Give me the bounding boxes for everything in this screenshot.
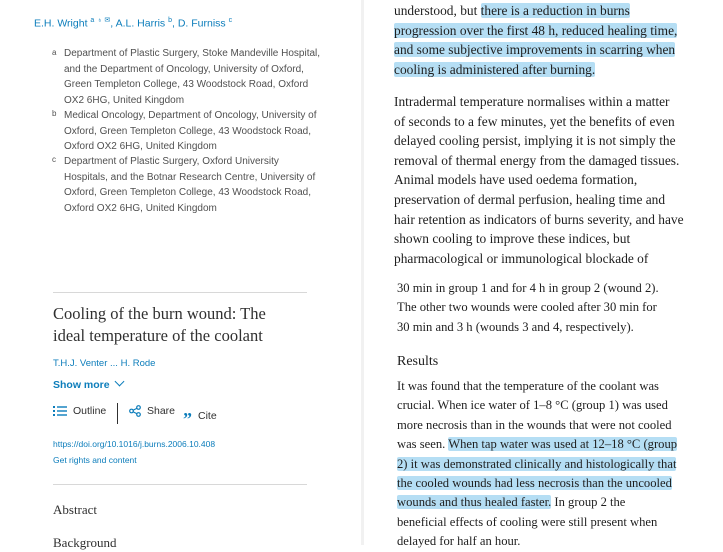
rights-link[interactable]: Get rights and content xyxy=(53,455,137,465)
text-line: Animal models have used oedema formation, xyxy=(394,172,638,188)
text-line: 30 min in group 1 and for 4 h in group 2 (wound 2). xyxy=(397,281,659,295)
affiliation-line: Oxford OX2 6HG, United Kingdom xyxy=(64,141,217,152)
highlighted-text: 2) it was demonstrated clinically and histologically that xyxy=(397,456,677,471)
text-line xyxy=(394,60,704,80)
quote-icon: ” xyxy=(183,409,192,429)
background-heading: Background xyxy=(53,535,117,550)
toolbar-separator xyxy=(117,403,118,424)
text-line: pharmacological or immunological blockade of xyxy=(394,250,649,266)
text-line: of seconds to a few minutes, yet the benefits of even xyxy=(394,113,675,129)
text-line xyxy=(397,474,697,493)
text-line: Intradermal temperature normalises within a matter xyxy=(394,94,670,109)
affiliation-line: Oxford OX2 6HG, United Kingdom xyxy=(64,202,217,214)
highlighted-text: there is a reduction in burns xyxy=(480,3,630,18)
affiliation-line: and the Department of Oncology, University of Oxford, xyxy=(64,63,304,75)
text-run: was seen. xyxy=(397,437,449,452)
outline-label: Outline xyxy=(73,405,107,417)
affiliation-sup[interactable]: a xyxy=(90,17,95,24)
person-mail-icons[interactable]: ♁ ✉ xyxy=(97,17,111,24)
affiliation-mark: a xyxy=(52,48,57,57)
highlighted-text: the cooled wounds had less necrosis than the uncooled xyxy=(397,476,672,491)
section-divider xyxy=(53,292,307,293)
affiliation-a xyxy=(64,46,321,108)
author-separator: , xyxy=(171,17,178,30)
cite-label: Cite xyxy=(198,409,217,422)
highlighted-text: When tap water was used at 12–18 °C (group xyxy=(448,437,678,452)
text-run: understood, but xyxy=(394,3,481,18)
cite-button[interactable] xyxy=(183,405,217,429)
article-title-line[interactable]: ideal temperature of the coolant xyxy=(53,326,263,345)
show-more-label: Show more xyxy=(53,379,110,391)
highlighted-text: wounds and thus healed faster. xyxy=(397,495,552,510)
author-separator: , xyxy=(110,17,116,30)
text-line xyxy=(394,21,704,41)
author-link[interactable]: D. Furniss xyxy=(177,17,226,30)
text-line xyxy=(397,396,697,415)
affiliation-mark: b xyxy=(52,109,57,118)
share-button[interactable] xyxy=(129,405,175,417)
list-icon xyxy=(53,405,67,417)
affiliation-line: Department of Plastic Surgery, Oxford University xyxy=(64,156,279,167)
text-line xyxy=(394,1,704,21)
excerpt-paragraph-2 xyxy=(394,92,704,268)
methods-excerpt xyxy=(397,279,697,337)
abstract-heading: Abstract xyxy=(53,502,98,517)
section-divider xyxy=(53,484,307,485)
text-run: crucial. When ice water of 1–8 °C (group 1) was used xyxy=(397,398,668,413)
article-title-line[interactable]: Cooling of the burn wound: The xyxy=(53,304,266,323)
text-line: delayed cooling persist, implying it is not simply the xyxy=(394,133,676,149)
text-line: shown cooling to improve these indices, but xyxy=(394,231,631,247)
author-link[interactable]: A.L. Harris xyxy=(115,17,166,30)
affiliation-line: Department of Plastic Surgery, Stoke Mandeville Hospital, xyxy=(64,48,321,59)
highlighted-text: progression over the first 48 h, reduced healing time, xyxy=(394,22,678,38)
excerpt-paragraph-1 xyxy=(394,1,704,79)
text-run: It was found that the temperature of the coolant was xyxy=(397,379,659,393)
affiliation-line: Green Templeton College, 43 Woodstock Road, Oxford xyxy=(64,79,309,90)
affiliation-sup[interactable]: c xyxy=(228,17,233,24)
affiliation-line: Hospitals, and the Botnar Research Centre, University of xyxy=(64,171,316,183)
doi-link[interactable]: https://doi.org/10.1016/j.burns.2006.10.408 xyxy=(53,439,216,449)
affiliation-sup[interactable]: b xyxy=(168,17,172,24)
text-line: preservation of dermal perfusion, healing time and xyxy=(394,191,666,207)
text-line xyxy=(397,377,697,396)
highlighted-text: and some subjective improvements in scarring when xyxy=(394,42,676,58)
article-info-panel xyxy=(0,0,360,550)
affiliation-line: OX2 6HG, United Kingdom xyxy=(64,94,185,106)
outline-button[interactable] xyxy=(53,405,106,417)
text-run: beneficial effects of cooling were still present when xyxy=(397,514,658,529)
results-paragraph xyxy=(397,377,697,552)
text-line: removal of thermal energy from the damaged tissues. xyxy=(394,152,680,168)
share-icon xyxy=(129,405,141,417)
affiliation-mark: c xyxy=(52,155,56,164)
affiliation-line: Medical Oncology, Department of Oncology, University of xyxy=(64,110,317,121)
chevron-down-icon xyxy=(114,377,124,387)
text-line xyxy=(397,513,697,532)
text-line xyxy=(397,416,697,435)
text-run: delayed for half an hour. xyxy=(397,534,521,549)
author-list xyxy=(34,16,232,30)
text-line xyxy=(397,435,697,454)
show-more-button[interactable] xyxy=(53,379,123,391)
text-line xyxy=(397,455,697,474)
text-line xyxy=(397,493,697,512)
text-line: 30 min and 3 h (wounds 3 and 4, respectively). xyxy=(397,319,634,334)
affiliation-b xyxy=(64,108,317,155)
text-run: more necrosis than in the wounds that were not cooled xyxy=(397,417,672,432)
text-line: hair retention as indicators of burns severity, and have xyxy=(394,211,684,227)
share-label: Share xyxy=(147,405,176,417)
article-title[interactable] xyxy=(53,303,313,347)
affiliation-line: Oxford, Green Templeton College, 43 Woodstock Road, xyxy=(64,125,311,137)
affiliation-c xyxy=(64,154,314,216)
affiliation-line: Oxford, Green Templeton College, 43 Woodstock Road, xyxy=(64,187,311,198)
text-run: In group 2 the xyxy=(551,495,626,510)
article-authors-link[interactable]: T.H.J. Venter ... H. Rode xyxy=(53,358,156,369)
text-line xyxy=(397,532,697,551)
results-heading: Results xyxy=(397,354,439,369)
author-link[interactable]: E.H. Wright xyxy=(34,17,88,30)
text-line: The other two wounds were cooled after 30 min for xyxy=(397,300,657,315)
text-line xyxy=(394,40,704,60)
highlighted-text: cooling is administered after burning. xyxy=(394,61,596,77)
